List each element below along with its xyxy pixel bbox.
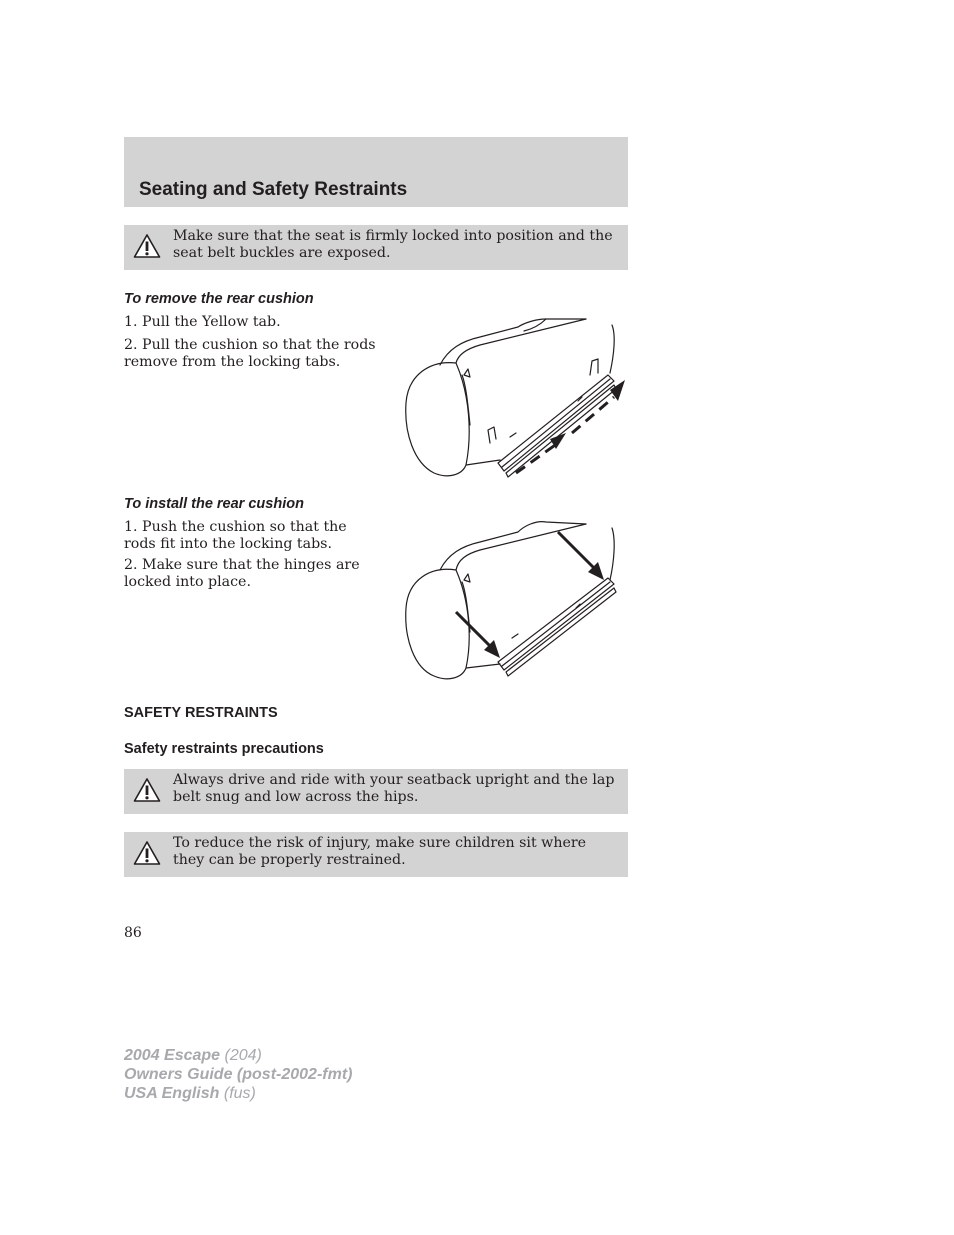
warning-text: Make sure that the seat is firmly locked into position and the seat belt buckles are exposed. xyxy=(173,228,613,261)
safety-restraints-heading: SAFETY RESTRAINTS xyxy=(124,705,278,721)
footer-line-3 xyxy=(124,1084,352,1103)
document-footer xyxy=(124,1046,352,1103)
footer-line-2 xyxy=(124,1065,352,1084)
footer-language-code: (fus) xyxy=(223,1085,256,1102)
warning-triangle-icon xyxy=(133,777,161,803)
remove-step-2: 2. Pull the cushion so that the rods remove from the locking tabs. xyxy=(124,337,376,370)
footer-model-code: (204) xyxy=(224,1047,262,1064)
warning-triangle-icon xyxy=(133,840,161,866)
footer-model: 2004 Escape xyxy=(124,1047,221,1064)
warning-box xyxy=(124,832,628,877)
footer-guide: Owners Guide (post-2002-fmt) xyxy=(124,1066,353,1083)
warning-text: To reduce the risk of injury, make sure children sit where they can be properly restrained. xyxy=(173,835,587,868)
section-title: Seating and Safety Restraints xyxy=(139,179,408,200)
remove-cushion-heading: To remove the rear cushion xyxy=(124,291,314,307)
install-step-1: 1. Push the cushion so that the rods fit into the locking tabs. xyxy=(124,519,347,552)
remove-step-1: 1. Pull the Yellow tab. xyxy=(124,314,281,330)
safety-precautions-subheading: Safety restraints precautions xyxy=(124,741,324,757)
remove-cushion-illustration xyxy=(400,315,630,485)
warning-triangle-icon xyxy=(133,233,161,259)
warning-text: Always drive and ride with your seatback upright and the lap belt snug and low across the hips. xyxy=(173,772,615,805)
install-step-2: 2. Make sure that the hinges are locked into place. xyxy=(124,557,360,590)
install-cushion-illustration xyxy=(400,518,630,686)
install-cushion-heading: To install the rear cushion xyxy=(124,496,304,512)
footer-line-1 xyxy=(124,1046,352,1065)
warning-box xyxy=(124,225,628,270)
footer-language: USA English xyxy=(124,1085,220,1102)
warning-box xyxy=(124,769,628,814)
page-number: 86 xyxy=(124,925,142,941)
